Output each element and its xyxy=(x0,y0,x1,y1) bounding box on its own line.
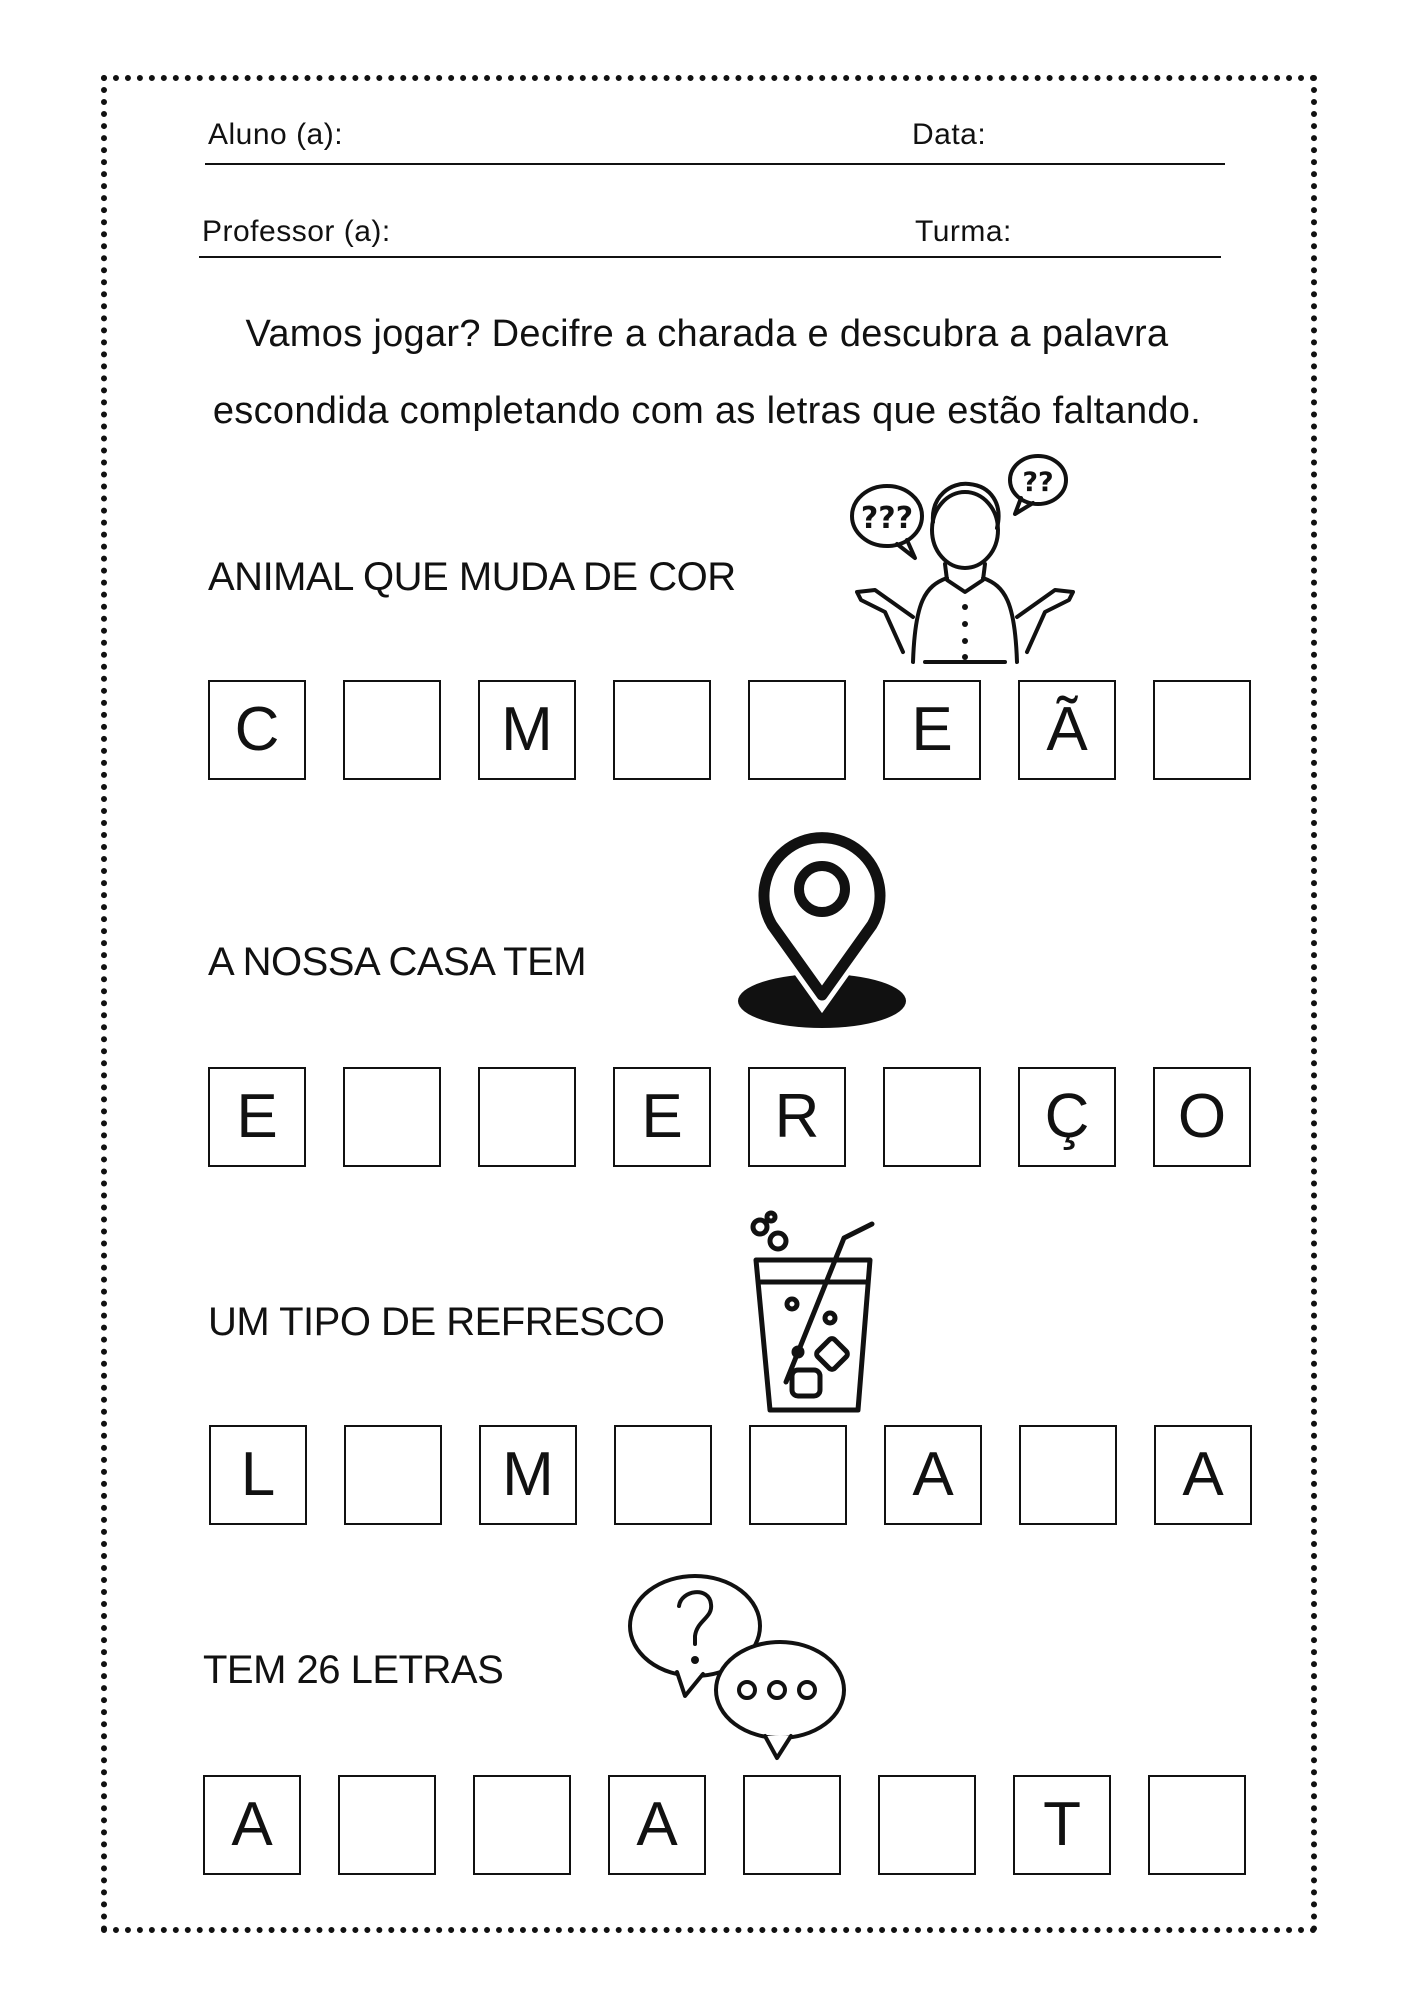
letter-box[interactable]: L xyxy=(209,1425,307,1525)
letter-box[interactable] xyxy=(1148,1775,1246,1875)
date-label: Data: xyxy=(912,118,987,151)
riddle-clue-3: UM TIPO DE REFRESCO xyxy=(208,1300,665,1344)
letter-box[interactable] xyxy=(344,1425,442,1525)
letter-box[interactable] xyxy=(1019,1425,1117,1525)
riddle-clue-1: ANIMAL QUE MUDA DE COR xyxy=(208,555,736,599)
letter-box[interactable]: A xyxy=(884,1425,982,1525)
letter-box[interactable]: R xyxy=(748,1067,846,1167)
letter-box[interactable] xyxy=(343,680,441,780)
letter-box[interactable] xyxy=(614,1425,712,1525)
letter-box[interactable] xyxy=(749,1425,847,1525)
letter-box[interactable] xyxy=(338,1775,436,1875)
letter-box[interactable]: E xyxy=(613,1067,711,1167)
teacher-name-line[interactable] xyxy=(199,256,1221,258)
letter-box[interactable] xyxy=(343,1067,441,1167)
riddle-clue-2: A NOSSA CASA TEM xyxy=(208,940,587,984)
letter-box[interactable] xyxy=(878,1775,976,1875)
letter-box[interactable]: M xyxy=(478,680,576,780)
soda-glass-icon xyxy=(748,1210,883,1415)
teacher-name-label: Professor (a): xyxy=(202,215,391,248)
speech-bubbles-icon xyxy=(625,1568,850,1768)
letter-box[interactable]: Ã xyxy=(1018,680,1116,780)
letter-box[interactable] xyxy=(478,1067,576,1167)
letter-box[interactable]: T xyxy=(1013,1775,1111,1875)
letter-box[interactable] xyxy=(613,680,711,780)
riddle-clue-4: TEM 26 LETRAS xyxy=(203,1648,504,1692)
confused-person-icon xyxy=(845,452,1075,672)
letter-box[interactable] xyxy=(883,1067,981,1167)
instruction-line-1: Vamos jogar? Decifre a charada e descubra a palavra xyxy=(245,313,1169,355)
letter-box[interactable]: O xyxy=(1153,1067,1251,1167)
svg-text:???: ??? xyxy=(860,501,914,536)
letter-box[interactable] xyxy=(1153,680,1251,780)
class-label: Turma: xyxy=(915,215,1012,248)
letter-box[interactable]: E xyxy=(883,680,981,780)
letter-box[interactable]: C xyxy=(208,680,306,780)
letter-box[interactable] xyxy=(748,680,846,780)
letter-box[interactable] xyxy=(473,1775,571,1875)
instruction-line-2: escondida completando com as letras que estão faltando. xyxy=(212,390,1202,432)
letter-box[interactable]: M xyxy=(479,1425,577,1525)
letter-box[interactable]: E xyxy=(208,1067,306,1167)
letter-box[interactable] xyxy=(743,1775,841,1875)
student-name-label: Aluno (a): xyxy=(208,118,344,151)
svg-text:??: ?? xyxy=(1022,467,1054,498)
letter-box[interactable]: A xyxy=(1154,1425,1252,1525)
letter-box[interactable]: A xyxy=(203,1775,301,1875)
location-pin-icon xyxy=(735,825,910,1030)
letter-box[interactable]: Ç xyxy=(1018,1067,1116,1167)
letter-box[interactable]: A xyxy=(608,1775,706,1875)
student-name-line[interactable] xyxy=(205,163,1225,165)
